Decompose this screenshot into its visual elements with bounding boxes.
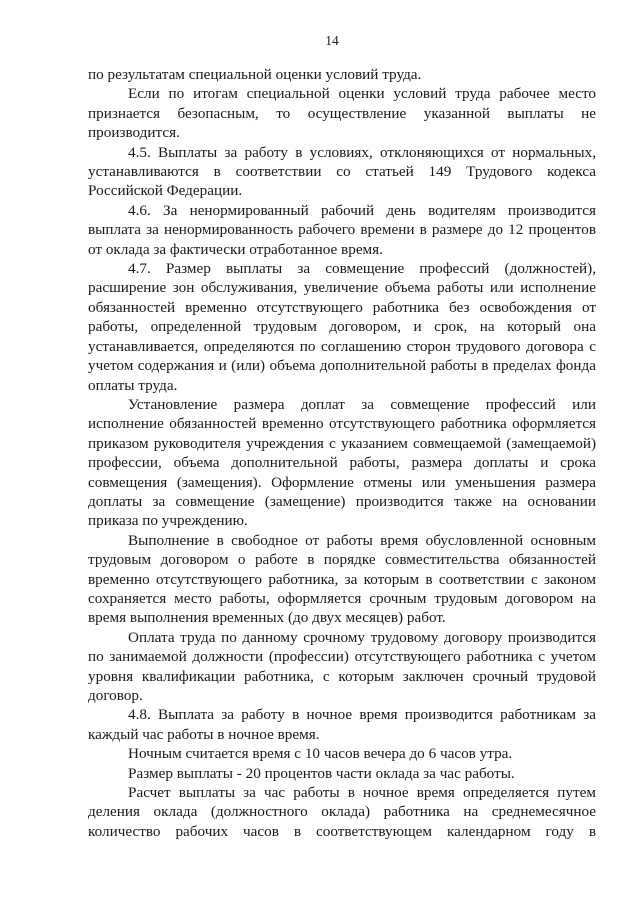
paragraph-4-7: 4.7. Размер выплаты за совмещение профессий (должностей), расширение зон обслуживания, увеличение объема работы или исполнение обязанностей временно отсутствующего работника без освобождения от работы, определенной трудовым договором, и срок, на который она устанавливается, определяются по соглашению сторон трудового договора с учетом содержания и (или) объема дополнительной работы в пределах фонда оплаты труда. <box>88 260 596 394</box>
paragraph-safe-workplace: Если по итогам специальной оценки условий труда рабочее место признается безопасным, то осуществление указанной выплаты не производится. <box>88 85 596 142</box>
paragraph-4-5: 4.5. Выплаты за работу в условиях, отклоняющихся от нормальных, устанавливаются в соответствии со статьей 149 Трудового кодекса Российской Федерации. <box>88 143 596 200</box>
paragraph-continuation: по результатам специальной оценки условий труда. <box>88 66 422 83</box>
paragraph-night-hours: Ночным считается время с 10 часов вечера до 6 часов утра. <box>128 745 513 763</box>
paragraph-combination-order: Установление размера доплат за совмещение профессий или исполнение обязанностей временно отсутствующего работника оформляется приказом руководителя учреждения с указанием совмещаемой (замещаемой) профессии, объема дополнительной работы, размера доплаты и срока совмещения (замещения). Оформление отмены или уменьшения размера доплаты за совмещение (замещение) производится также на основании приказа по учреждению. <box>88 395 596 530</box>
page-number: 14 <box>325 33 339 48</box>
paragraph-night-rate: Размер выплаты - 20 процентов части оклада за час работы. <box>128 764 515 782</box>
paragraph-part-time-contract: Выполнение в свободное от работы время обусловленной основным трудовым договором о работе в порядке совместительства обязанностей временно отсутствующего работника, за которым в соответствии с законом сохраняется место работы, оформляется срочным трудовым договором на время выполнения временных (до двух месяцев) работ. <box>88 531 596 627</box>
paragraph-fixed-term-pay: Оплата труда по данному срочному трудовому договору производится по занимаемой должности (профессии) отсутствующего работника с учетом уровня квалификации работника, с которым заключен срочный трудовой договор. <box>88 628 596 704</box>
paragraph-4-6: 4.6. За ненормированный рабочий день водителям производится выплата за ненормированность рабочего времени в размере до 12 процентов от оклада за фактически отработанное время. <box>88 201 596 258</box>
paragraph-4-8: 4.8. Выплата за работу в ночное время производится работникам за каждый час работы в ночное время. <box>88 706 596 743</box>
paragraph-night-calculation: Расчет выплаты за час работы в ночное время определяется путем деления оклада (должностного оклада) работника на среднемесячное количество рабочих часов в соответствующем календарном году в <box>88 784 596 840</box>
